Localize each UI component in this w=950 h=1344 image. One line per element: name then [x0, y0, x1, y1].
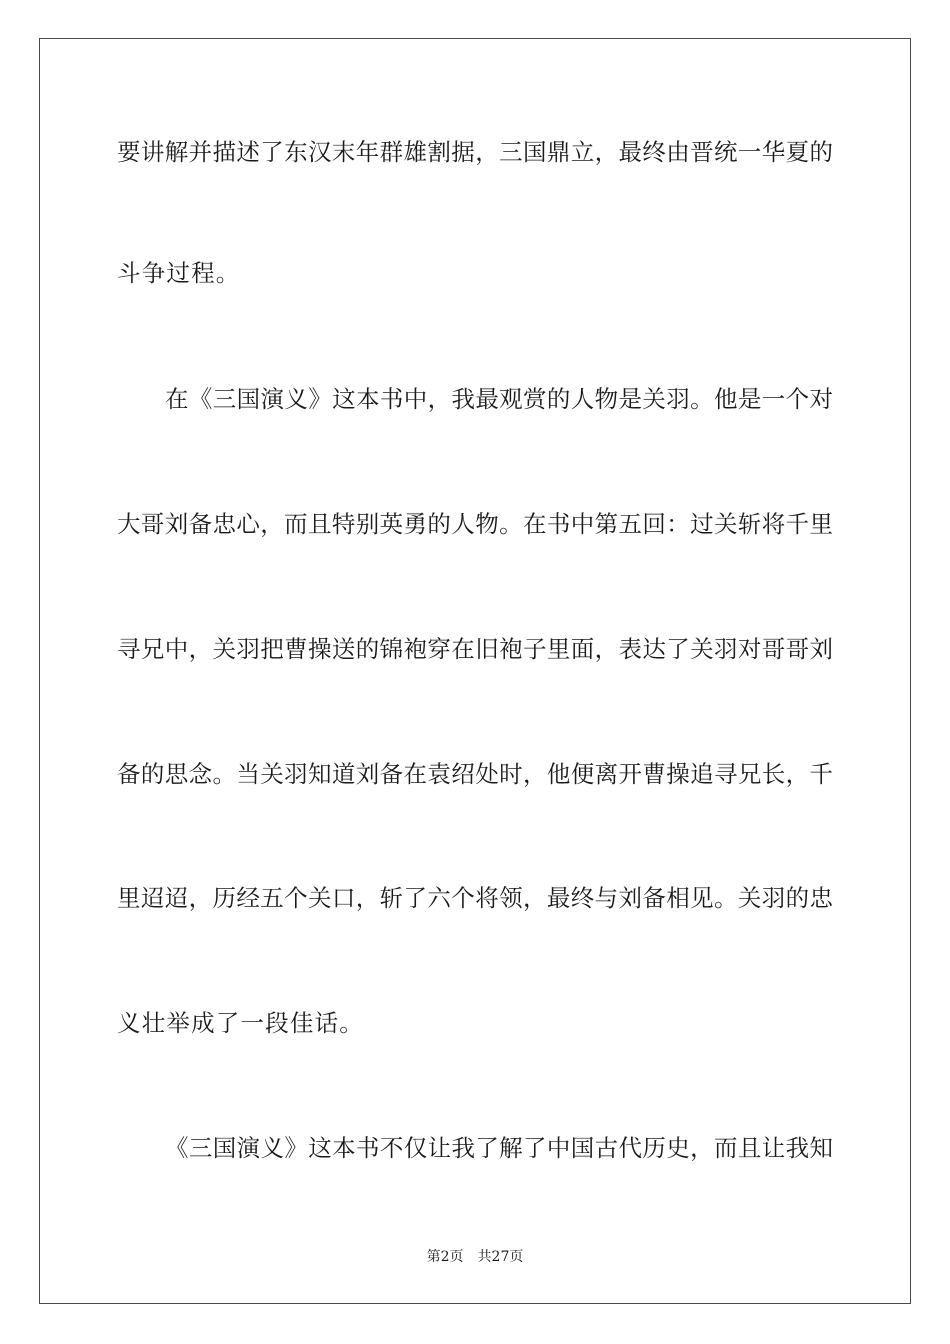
text-line: 义壮举成了一段佳话。 [117, 1009, 364, 1037]
text-line: 寻兄中，关羽把曹操送的锦袍穿在旧袍子里面，表达了关羽对哥哥刘 [117, 635, 833, 663]
page-footer [0, 1248, 950, 1266]
text-line: 《三国演义》这本书不仅让我了解了中国古代历史，而且让我知 [165, 1134, 833, 1162]
page-total: 共27页 [477, 1249, 524, 1265]
text-line: 里迢迢，历经五个关口，斩了六个将领，最终与刘备相见。关羽的忠 [117, 884, 833, 912]
text-line: 大哥刘备忠心，而且特别英勇的人物。在书中第五回：过关斩将千里 [117, 510, 833, 538]
text-line: 斗争过程。 [117, 259, 241, 287]
page-number: 第2页 [426, 1249, 464, 1265]
text-line: 备的思念。当关羽知道刘备在袁绍处时，他便离开曹操追寻兄长，千 [117, 760, 833, 788]
text-line: 在《三国演义》这本书中，我最观赏的人物是关羽。他是一个对 [165, 385, 833, 413]
page-frame [39, 38, 911, 1304]
text-line: 要讲解并描述了东汉末年群雄割据，三国鼎立，最终由晋统一华夏的 [117, 138, 833, 166]
